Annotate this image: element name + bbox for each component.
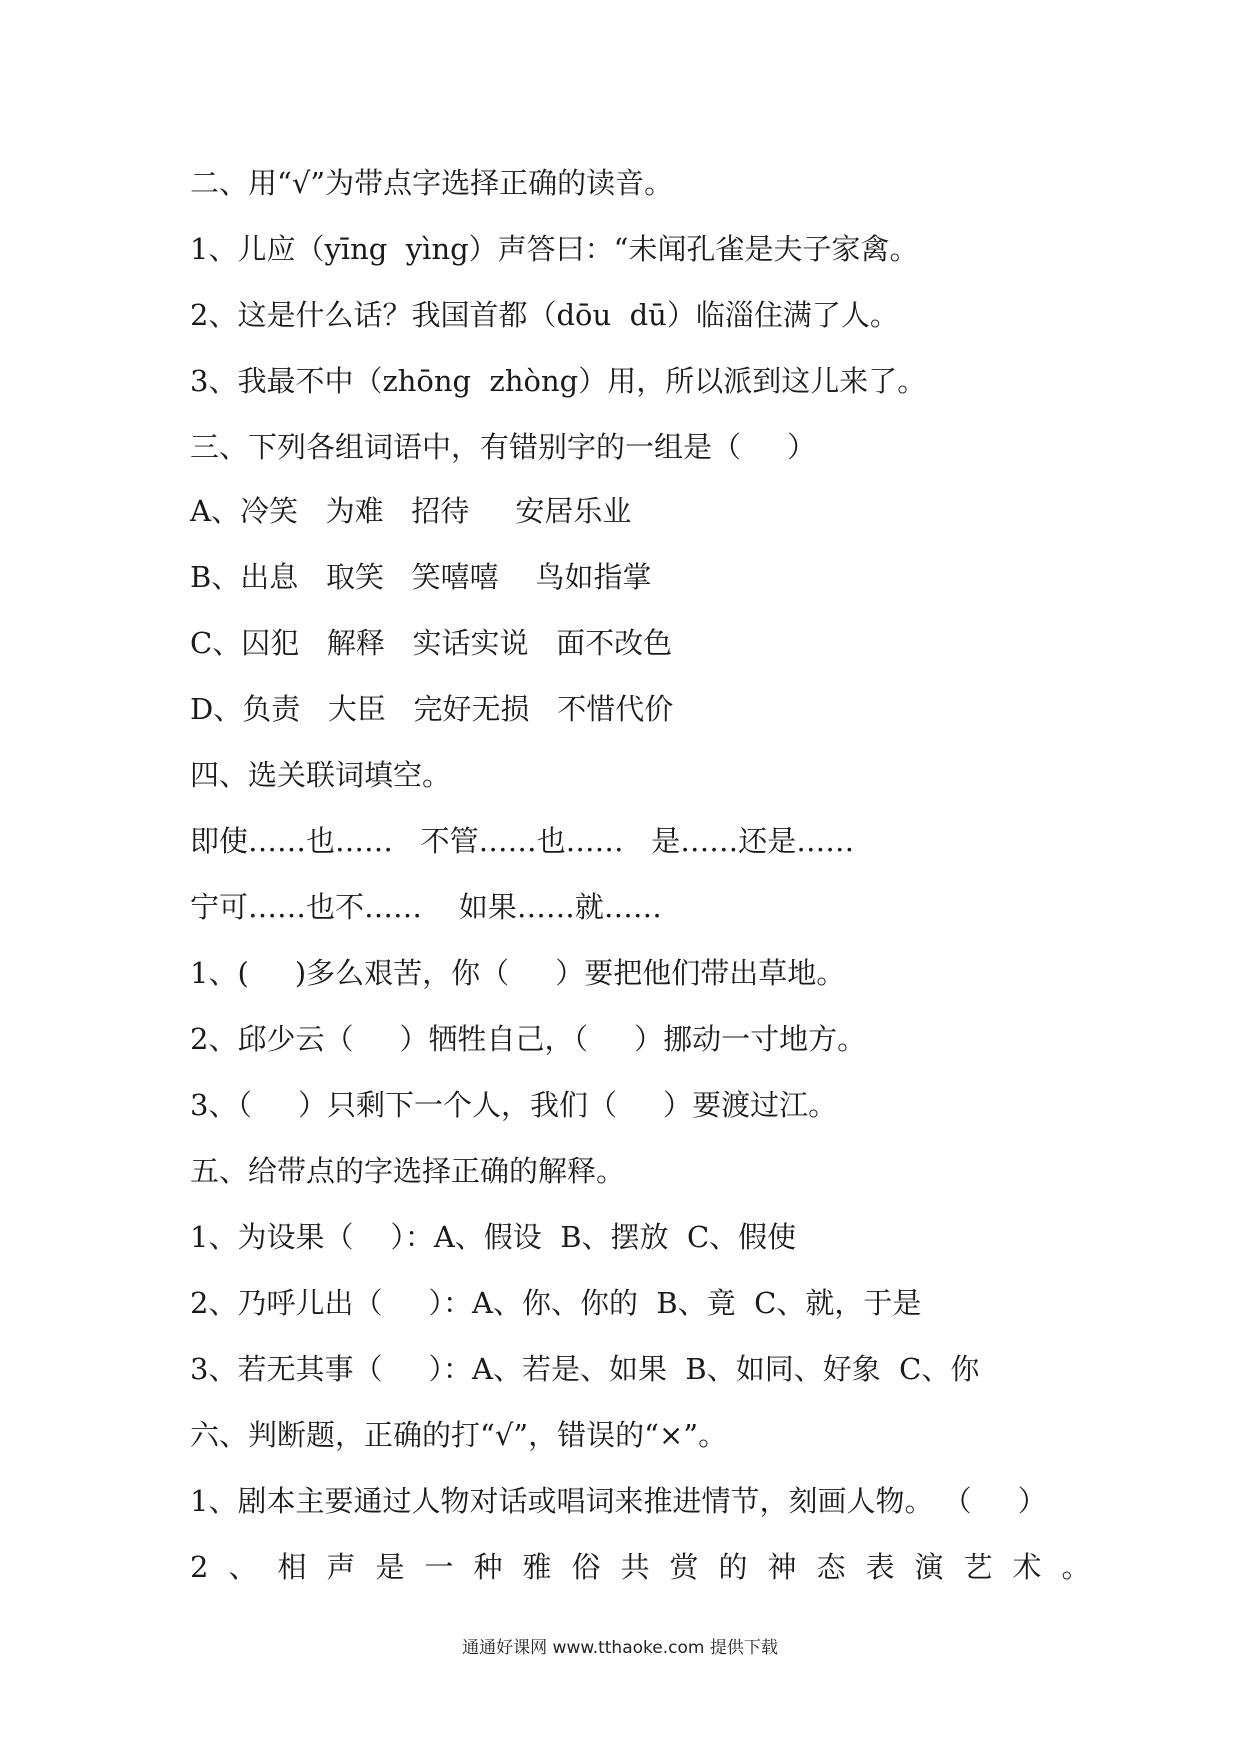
section-4-item-1: 1、( )多么艰苦，你（ ）要把他们带出草地。: [190, 956, 846, 990]
section-2-item-2: 2、这是什么话？我国首都（dōu dū）临淄住满了人。: [190, 298, 899, 332]
footer-credit: 通通好课网 www.tthaoke.com 提供下载: [462, 1638, 778, 1658]
section-2-item-1: 1、儿应（yīng yìng）声答曰：“未闻孔雀是夫子家禽。: [190, 232, 919, 266]
section-2-item-3: 3、我最不中（zhōng zhòng）用，所以派到这儿来了。: [190, 364, 927, 398]
section-4-item-2: 2、邱少云（ ）牺牲自己，（ ）挪动一寸地方。: [190, 1022, 867, 1056]
section-4-word-row-2: 宁可……也不…… 如果……就……: [190, 890, 662, 924]
section-3-option-b: B、出息 取笑 笑嘻嘻 鸟如指掌: [190, 560, 652, 594]
section-3-heading: 三、下列各组词语中，有错别字的一组是（ ）: [190, 430, 817, 464]
section-4-heading: 四、选关联词填空。: [190, 758, 452, 792]
section-6-heading: 六、判断题，正确的打“√”，错误的“×”。: [190, 1418, 728, 1452]
section-5-item-1: 1、为设果（ ）：A、假设 B、摆放 C、假使: [190, 1220, 797, 1254]
section-3-option-a: A、冷笑 为难 招待 安居乐业: [190, 494, 632, 528]
section-3-option-c: C、囚犯 解释 实话实说 面不改色: [190, 626, 673, 660]
section-5-heading: 五、给带点的字选择正确的解释。: [190, 1154, 626, 1188]
section-6-item-2: 2、相声是一种雅俗共赏的神态表演艺术。: [190, 1550, 1111, 1584]
section-4-word-row-1: 即使……也…… 不管……也…… 是……还是……: [190, 824, 855, 858]
section-5-item-3: 3、若无其事（ ）：A、若是、如果 B、如同、好象 C、你: [190, 1352, 980, 1386]
section-2-heading: 二、用“√”为带点字选择正确的读音。: [190, 166, 674, 200]
section-5-item-2: 2、乃呼儿出（ ）：A、你、你的 B、竟 C、就，于是: [190, 1286, 922, 1320]
section-4-item-3: 3、（ ）只剩下一个人，我们（ ）要渡过江。: [190, 1088, 838, 1122]
section-3-option-d: D、负责 大臣 完好无损 不惜代价: [190, 692, 674, 726]
section-6-item-1: 1、剧本主要通过人物对话或唱词来推进情节，刻画人物。 （ ）: [190, 1484, 1047, 1518]
